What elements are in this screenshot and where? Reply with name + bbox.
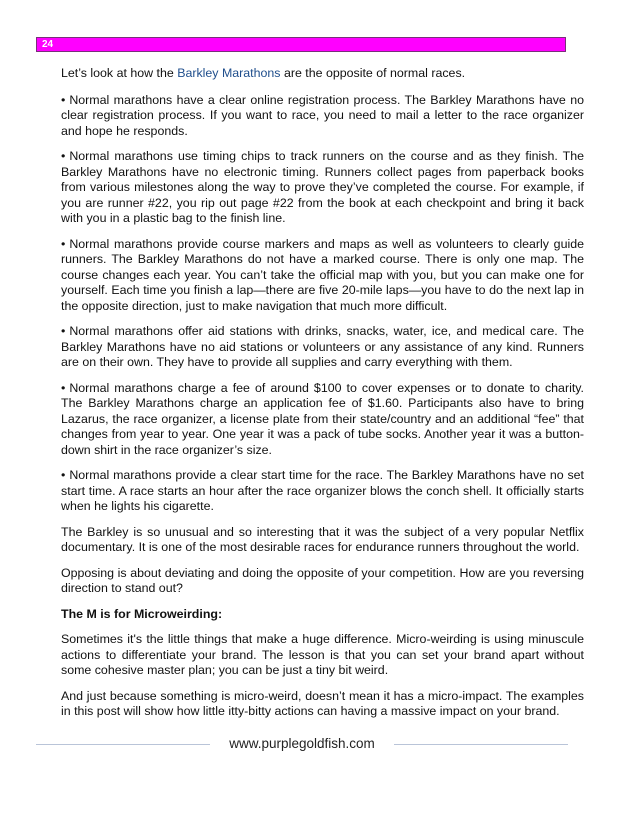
- bullet-text: Normal marathons provide a clear start time for the race. The Barkley Marathons have no set start time. A race starts an hour after the race organizer blows the conch shell. It officially starts when he lights his cigarette.: [61, 468, 584, 513]
- bullet-item: [61, 237, 584, 315]
- bullet-text: Normal marathons provide course markers and maps as well as volunteers to clearly guide runners. The Barkley Marathons do not have a marked course. There is only one map. The course changes each year. You can’t take the official map with you, but you can make one for yourself. Each time you finish a lap—there are five 20-mile laps—you have to do the next lap in the opposite direction, just to make navigation that much more difficult.: [61, 236, 584, 313]
- section-paragraph: And just because something is micro-weird, doesn’t mean it has a micro-impact. The examples in this post will show how little itty-bitty actions can having a massive impact on your brand.: [61, 688, 584, 718]
- intro-paragraph: [61, 66, 584, 82]
- footer-website-link[interactable]: www.purplegoldfish.com: [229, 736, 375, 751]
- bullet-item: [61, 149, 584, 227]
- intro-text-before: Let’s look at how the: [61, 66, 178, 80]
- bullet-icon: •: [61, 468, 66, 482]
- bullet-icon: •: [61, 92, 66, 107]
- body-paragraph: The Barkley is so unusual and so interesting that it was the subject of a very popular Netflix documentary. It is one of the most desirable races for endurance runners throughout the world.: [61, 524, 584, 554]
- bullet-icon: •: [61, 236, 66, 251]
- section-heading: The M is for Microweirding:: [61, 606, 223, 621]
- bullet-icon: •: [61, 149, 66, 163]
- intro-text-after: are the opposite of normal races.: [280, 66, 466, 80]
- page-footer: [36, 735, 568, 755]
- section-paragraph: Sometimes it's the little things that make a huge difference. Micro-weirding is using minuscule actions to differentiate your brand. The lesson is that you can set your brand apart without some cohesive master plan; you can be just a tiny bit weird.: [61, 632, 584, 677]
- bullet-text: Normal marathons offer aid stations with drinks, snacks, water, ice, and medical care. The Barkley Marathons have no aid stations or volunteers or any assistance of any kind. Runners are on their own. They have to provide all supplies and carry everything with them.: [61, 324, 584, 369]
- footer-rule-right: [394, 744, 568, 745]
- bullet-icon: •: [61, 380, 66, 395]
- body-paragraph: Opposing is about deviating and doing the opposite of your competition. How are you reversing direction to stand out?: [61, 565, 584, 595]
- bullet-text: Normal marathons charge a fee of around $100 to cover expenses or to donate to charity. The Barkley Marathons charge an application fee of $1.60. Participants also have to bring Lazarus, the race organizer, a license plate from their state/country and an additional “fee” that changes from year to year. One year it was a pack of tube socks. Another year it was a button-down shirt in the race organizer’s size.: [61, 380, 584, 457]
- page-header-bar: [36, 37, 566, 52]
- bullet-item: [61, 324, 584, 371]
- bullet-icon: •: [61, 324, 66, 338]
- bullet-text: Normal marathons have a clear online registration process. The Barkley Marathons have no clear registration process. If you want to race, you need to mail a letter to the race organizer and hope he responds.: [61, 92, 584, 138]
- bullet-item: [61, 468, 584, 515]
- footer-rule-left: [36, 744, 210, 745]
- document-body: [61, 66, 584, 730]
- bullet-item: [61, 381, 584, 459]
- page-number: 24: [42, 39, 54, 50]
- bullet-text: Normal marathons use timing chips to track runners on the course and as they finish. The Barkley Marathons have no electronic timing. Runners collect pages from paperback books from various milestones along the way to prove they’ve completed the course. For example, if you are runner #22, you rip out page #22 from the book at each checkpoint and bring it back with you in a plastic bag to the finish line.: [61, 149, 584, 225]
- barkley-marathons-link[interactable]: Barkley Marathons: [177, 66, 281, 80]
- bullet-item: [61, 93, 584, 140]
